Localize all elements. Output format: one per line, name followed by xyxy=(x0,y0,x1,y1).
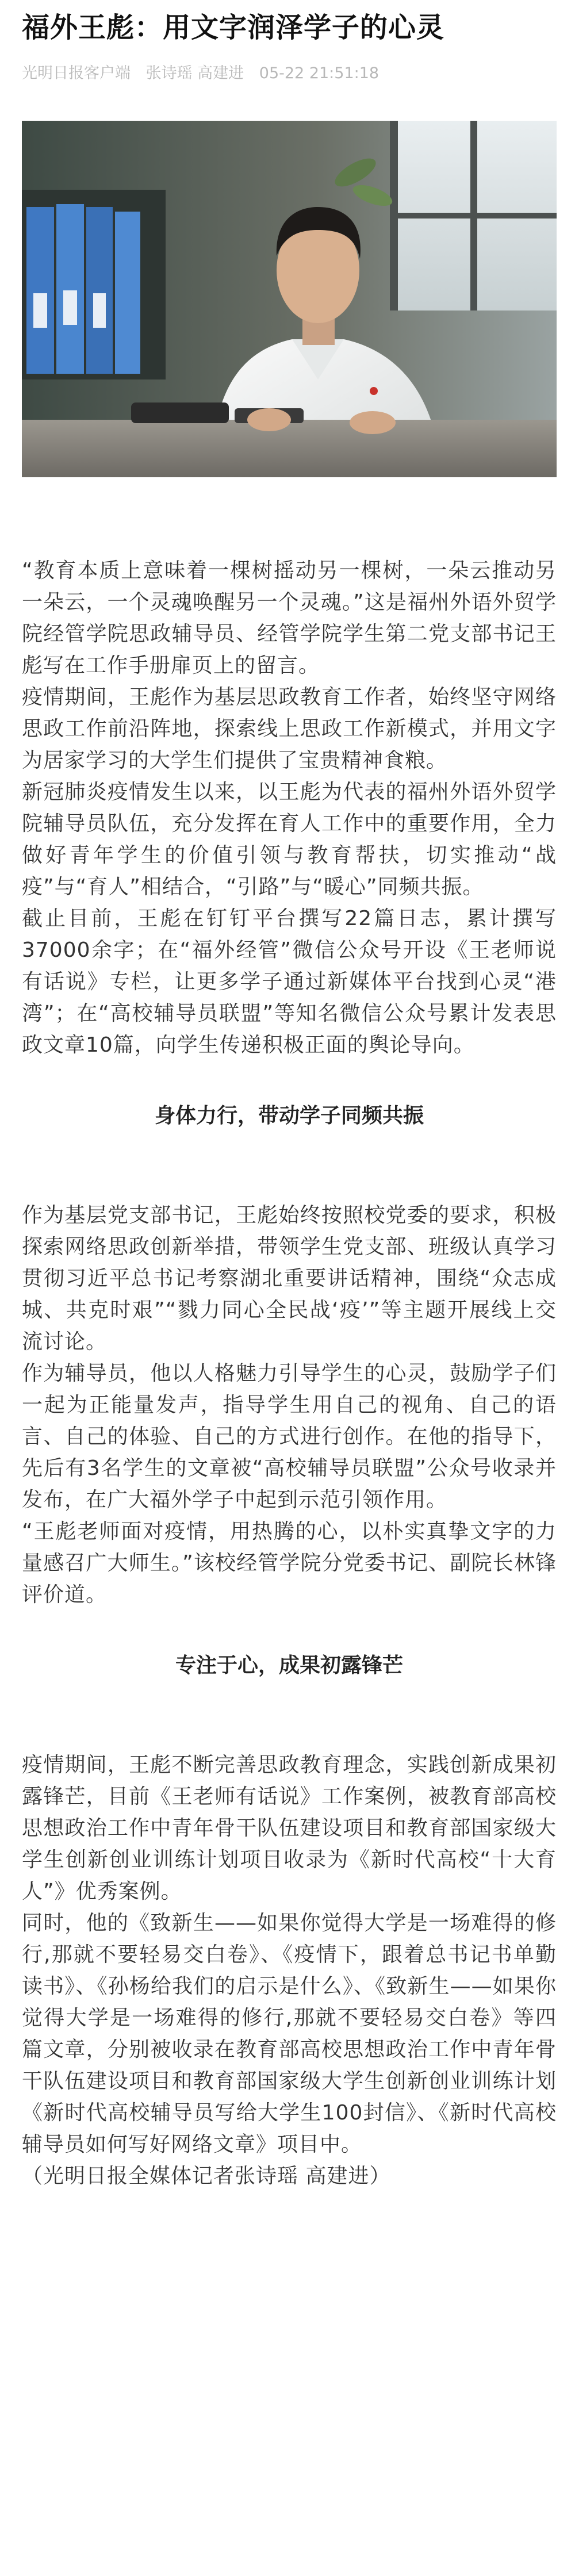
section-spacer xyxy=(22,1611,557,1650)
article-body xyxy=(22,555,557,2192)
article-authors: 张诗瑶 高建进 xyxy=(145,64,244,82)
section-spacer xyxy=(22,1681,557,1749)
section-heading-2: 专注于心，成果初露锋芒 xyxy=(175,1654,403,1677)
intro-paragraph-4: 截止目前，王彪在钉钉平台撰写22篇日志，累计撰写37000余字；在“福外经管”微信公众号开设《王老师说有话说》专栏，让更多学子通过新媒体平台找到心灵“港湾”；在“高校辅导员联盟”等知名微信公众号累计发表思政文章10篇，向学生传递积极正面的舆论导向。 xyxy=(22,907,557,1057)
section-spacer xyxy=(22,1061,557,1100)
intro-paragraph-3: 新冠肺炎疫情发生以来，以王彪为代表的福州外语外贸学院辅导员队伍，充分发挥在育人工作中的重要作用，全力做好青年学生的价值引领与教育帮扶，切实推动“战疫”与“育人”相结合，“引路”与“暖心”同频共振。 xyxy=(22,780,557,899)
article-title: 福外王彪：用文字润泽学子的心灵 xyxy=(22,12,445,44)
section2-paragraph-2: 同时，他的《致新生——如果你觉得大学是一场难得的修行,那就不要轻易交白卷》、《疫情下，跟着总书记书单勤读书》、《孙杨给我们的启示是什么》、《致新生——如果你觉得大学是一场难得的修行,那就不要轻易交白卷》等四篇文章，分别被收录在教育部高校思想政治工作中青年骨干队伍建设项目和教育部国家级大学生创新创业训练计划《新时代高校辅导员写给大学生100封信》、《新时代高校辅导员如何写好网络文章》项目中。 xyxy=(22,1911,557,2156)
section1-paragraph-2: 作为辅导员，他以人格魅力引导学生的心灵，鼓励学子们一起为正能量发声，指导学生用自己的视角、自己的语言、自己的体验、自己的方式进行创作。在他的指导下，先后有3名学生的文章被“高校辅导员联盟”公众号收录并发布，在广大福外学子中起到示范引领作用。 xyxy=(22,1362,557,1512)
section2-paragraph-1: 疫情期间，王彪不断完善思政教育理念，实践创新成果初露锋芒，目前《王老师有话说》工作案例，被教育部高校思想政治工作中青年骨干队伍建设项目和教育部国家级大学生创新创业训练计划项目收录为《新时代高校“十大育人”》优秀案例。 xyxy=(22,1753,557,1903)
intro-paragraph-2: 疫情期间，王彪作为基层思政教育工作者，始终坚守网络思政工作前沿阵地，探索线上思政工作新模式，并用文字为居家学习的大学生们提供了宝贵精神食粮。 xyxy=(22,685,557,772)
intro-paragraph-1: “教育本质上意味着一棵树摇动另一棵树，一朵云推动另一朵云，一个灵魂唤醒另一个灵魂。”这是福州外语外贸学院经管学院思政辅导员、经管学院学生第二党支部书记王彪写在工作手册扉页上的留言。 xyxy=(22,559,557,677)
article-datetime: 05-22 21:51:18 xyxy=(259,64,379,82)
article-source: 光明日报客户端 xyxy=(22,64,131,82)
portrait-photo-illustration xyxy=(22,121,557,477)
article-meta xyxy=(22,63,389,84)
reporter-credit: （光明日报全媒体记者张诗瑶 高建进） xyxy=(22,2164,391,2188)
article-photo xyxy=(22,121,557,477)
section1-paragraph-3: “王彪老师面对疫情，用热腾的心，以朴实真挚文字的力量感召广大师生。”该校经管学院分党委书记、副院长林锋评价道。 xyxy=(22,1520,557,1607)
section-heading-1: 身体力行，带动学子同频共振 xyxy=(154,1104,424,1128)
section-spacer xyxy=(22,1132,557,1199)
section1-paragraph-1: 作为基层党支部书记，王彪始终按照校党委的要求，积极探索网络思政创新举措，带领学生党支部、班级认真学习贯彻习近平总书记考察湖北重要讲话精神，围绕“众志成城、共克时艰”“戮力同心全民战‘疫’”等主题开展线上交流讨论。 xyxy=(22,1203,557,1354)
